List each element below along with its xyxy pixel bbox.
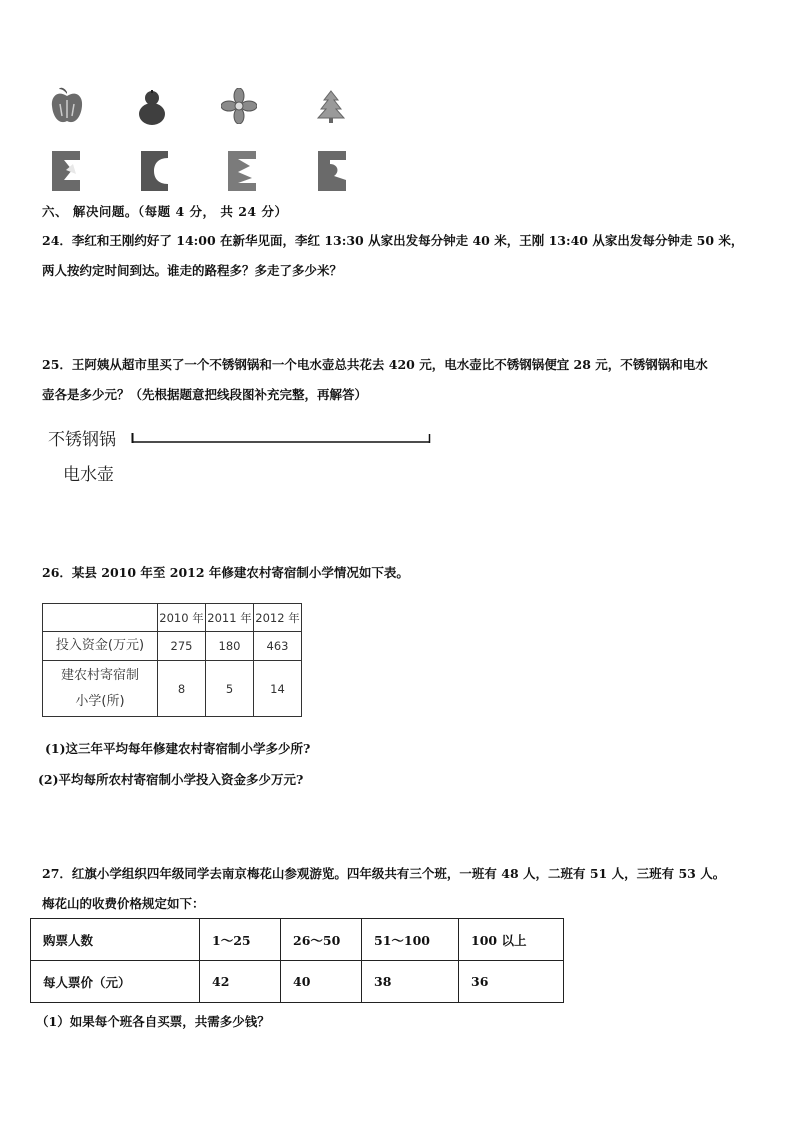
section-title: 六、 解决问题。（每题 4 分， 共 24 分） <box>42 204 288 219</box>
table-cell: 14 <box>254 661 302 717</box>
q24-line1: 24．李红和王刚约好了 14:00 在新华见面，李红 13:30 从家出发每分钟走 40 米，王刚 13:40 从家出发每分钟走 50 米， <box>42 233 744 248</box>
table-row-label-line2: 小学(所) <box>75 693 125 709</box>
gourd-icon <box>137 88 167 126</box>
q26-intro: 26．某县 2010 年至 2012 年修建农村寄宿制小学情况如下表。 <box>42 565 409 580</box>
table-cell: 5 <box>206 661 254 717</box>
segment-line-pot <box>131 430 433 449</box>
table-cell: 275 <box>158 632 206 661</box>
letter-e-shape-icon <box>50 150 82 192</box>
price-table-cell: 1～25 <box>200 919 281 961</box>
price-table-cell: 每人票价（元） <box>31 961 200 1003</box>
table-cell: 180 <box>206 632 254 661</box>
letter-e-cut-shape-icon <box>226 150 258 192</box>
price-table-cell: 购票人数 <box>31 919 200 961</box>
price-table-cell: 40 <box>281 961 362 1003</box>
q25-line1: 25．王阿姨从超市里买了一个不锈钢锅和一个电水壶总共花去 420 元，电水壶比不锈钢锅便宜 28 元，不锈钢锅和电水 <box>42 357 708 372</box>
price-table-cell: 51～100 <box>362 919 459 961</box>
table-header-2010: 2010 年 <box>158 604 206 632</box>
q27-line2: 梅花山的收费价格规定如下： <box>42 896 205 911</box>
q26-sub1: (1)这三年平均每年修建农村寄宿制小学多少所? <box>45 741 311 756</box>
price-table-cell: 100 以上 <box>459 919 564 961</box>
table-row-label: 投入资金(万元) <box>43 632 158 661</box>
table-header-2012: 2012 年 <box>254 604 302 632</box>
table-cell: 8 <box>158 661 206 717</box>
table-row-label-line1: 建农村寄宿制 <box>60 667 139 683</box>
price-table-cell: 26～50 <box>281 919 362 961</box>
price-table-cell: 42 <box>200 961 281 1003</box>
q24-line2: 两人按约定时间到达。谁走的路程多？多走了多少米？ <box>42 263 343 278</box>
segment-label-kettle: 电水壶 <box>63 465 114 485</box>
table-header-2011: 2011 年 <box>206 604 254 632</box>
tree-icon <box>316 90 346 124</box>
segment-label-pot: 不锈钢锅 <box>48 430 116 450</box>
ticket-price-table <box>30 918 564 1003</box>
apple-icon <box>50 86 84 126</box>
flower-icon <box>221 88 257 124</box>
q27-sub1: （1）如果每个班各自买票，共需多少钱？ <box>36 1014 270 1029</box>
construction-table <box>42 603 302 717</box>
letter-c-shape-icon <box>140 150 170 192</box>
q25-line2: 壶各是多少元？（先根据题意把线段图补充完整，再解答） <box>42 387 368 402</box>
table-row-label <box>43 661 158 717</box>
price-table-cell: 38 <box>362 961 459 1003</box>
q26-sub2: (2)平均每所农村寄宿制小学投入资金多少万元? <box>38 772 304 787</box>
q27-line1: 27．红旗小学组织四年级同学去南京梅花山参观游览。四年级共有三个班，一班有 48 人，二班有 51 人，三班有 53 人。 <box>42 866 726 881</box>
letter-e-notch-shape-icon <box>316 150 348 192</box>
price-table-cell: 36 <box>459 961 564 1003</box>
table-header-empty <box>43 604 158 632</box>
table-cell: 463 <box>254 632 302 661</box>
